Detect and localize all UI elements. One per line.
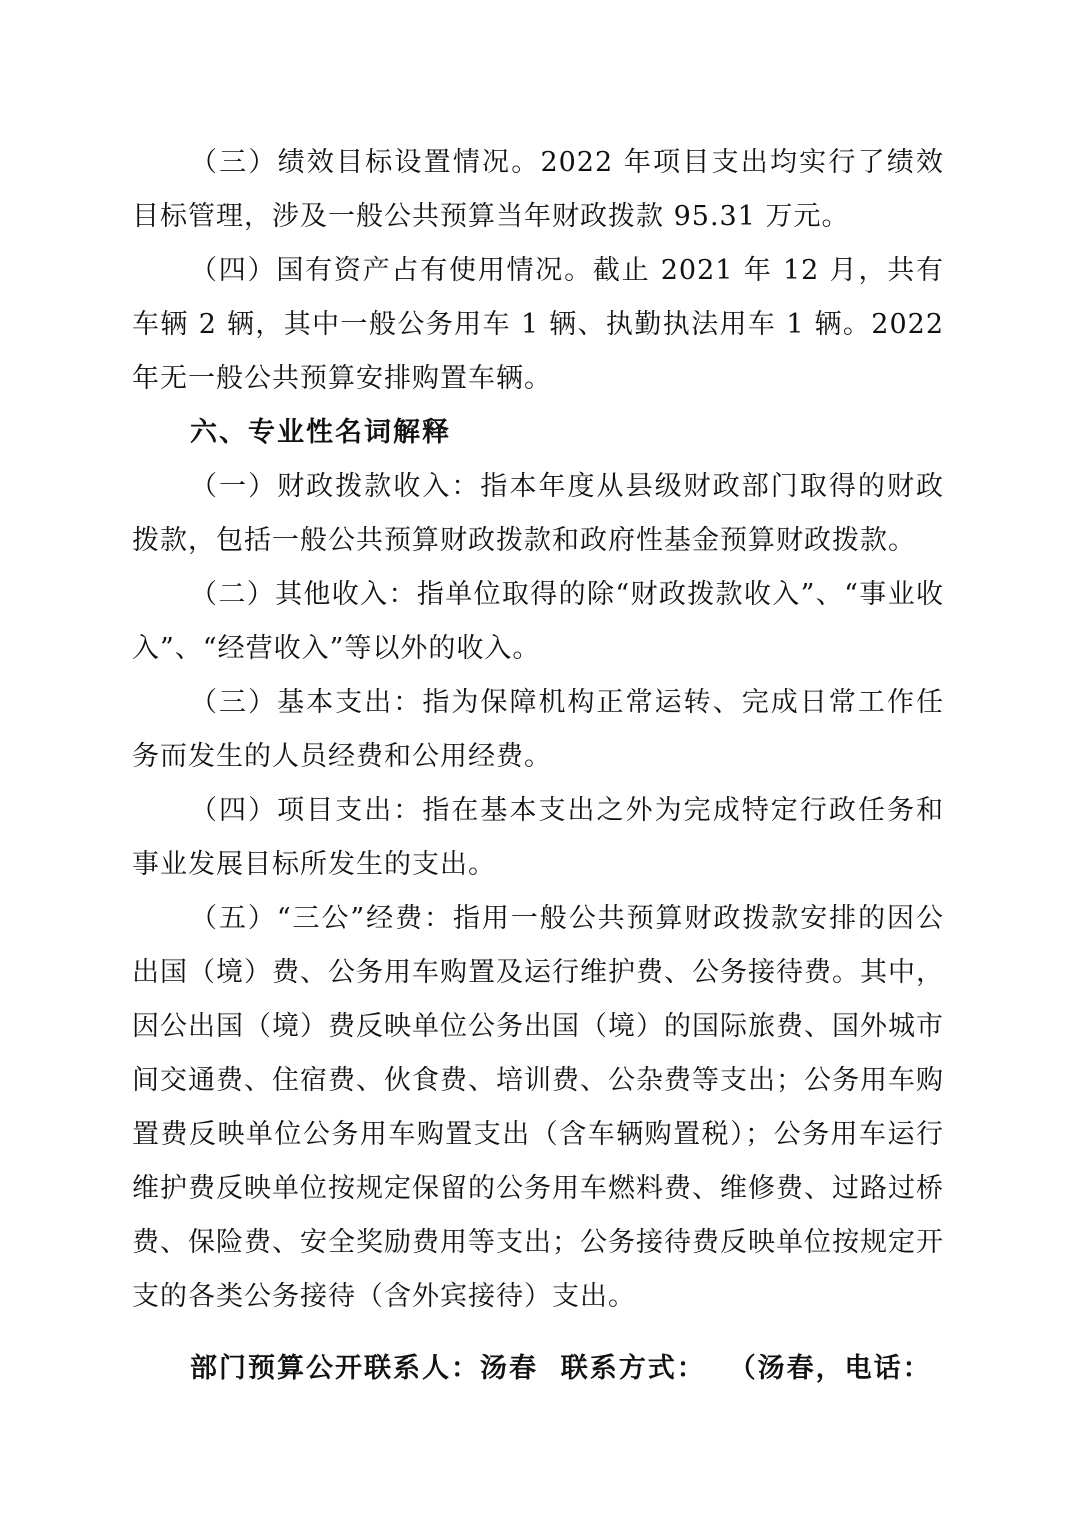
definition-fiscal-appropriation: （一）财政拨款收入：指本年度从县级财政部门取得的财政拨款，包括一般公共预算财政拨款和政府性基金预算财政拨款。 [132, 471, 944, 556]
paragraph-state-assets: （四）国有资产占有使用情况。截止 2021 年 12 月，共有车辆 2 辆，其中一般公务用车 1 辆、执勤执法用车 1 辆。2022 年无一般公共预算安排购置车辆。 [132, 255, 944, 394]
definition-project-expenditure: （四）项目支出：指在基本支出之外为完成特定行政任务和事业发展目标所发生的支出。 [132, 795, 944, 880]
section-heading-terms: 六、专业性名词解释 [190, 417, 451, 448]
contact-line: 部门预算公开联系人：汤春 联系方式： （汤春，电话： [190, 1353, 932, 1384]
definition-three-public-expenses: （五）“三公”经费：指用一般公共预算财政拨款安排的因公出国（境）费、公务用车购置及运行维护费、公务接待费。其中，因公出国（境）费反映单位公务出国（境）的国际旅费、国外城市间交通费、住宿费、伙食费、培训费、公杂费等支出；公务用车购置费反映单位公务用车购置支出（含车辆购置税）；公务用车运行维护费反映单位按规定保留的公务用车燃料费、维修费、过路过桥费、保险费、安全奖励费用等支出；公务接待费反映单位按规定开支的各类公务接待（含外宾接待）支出。 [132, 903, 944, 1312]
definition-basic-expenditure: （三）基本支出：指为保障机构正常运转、完成日常工作任务而发生的人员经费和公用经费。 [132, 687, 944, 772]
definition-other-income: （二）其他收入：指单位取得的除“财政拨款收入”、“事业收入”、“经营收入”等以外的收入。 [132, 579, 944, 664]
paragraph-performance-goals: （三）绩效目标设置情况。2022 年项目支出均实行了绩效目标管理，涉及一般公共预算当年财政拨款 95.31 万元。 [132, 147, 944, 232]
